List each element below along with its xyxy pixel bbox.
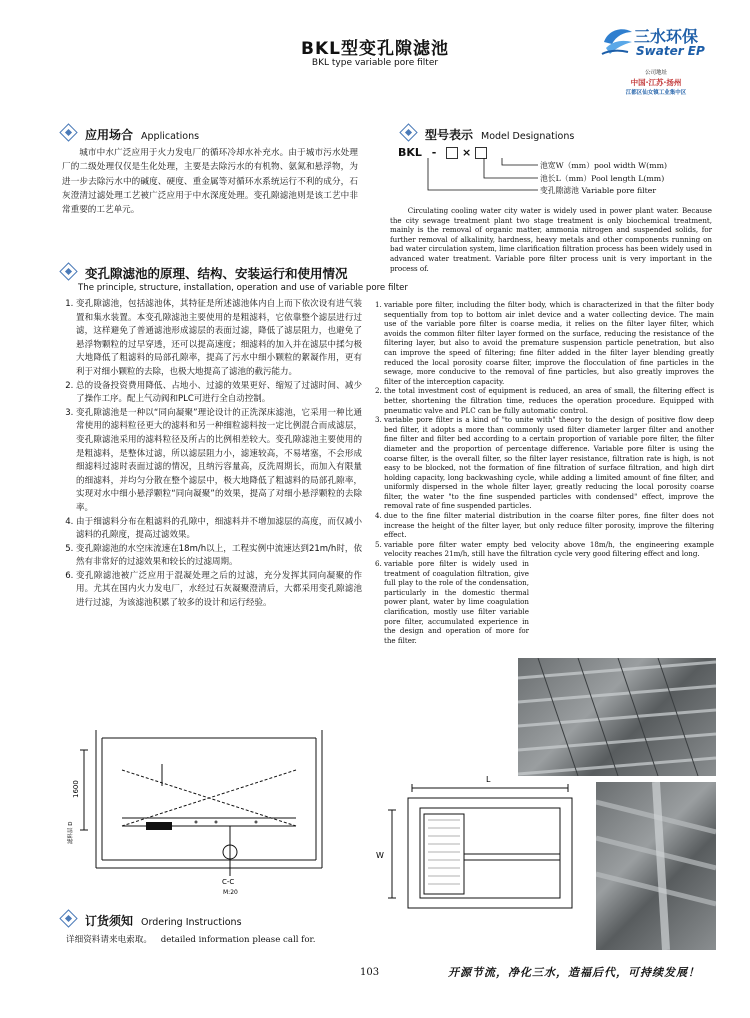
principle-item-cn: 5. 变孔隙滤池的水空床流速在18m/h以上，工程实例中流速达到21m/h时，依然有非常好的过滤效果和较长的过滤周期。 xyxy=(76,543,362,570)
principle-item-en: 1. variable pore filter, including the filter body, which is characterized in that the filter body sequentially from top to bottom air inlet device and a water collecting device. The main use of the variable pore filter is coarse media, it relies on the filter layer filter, which avoids the common filter filter layer formed on the surface, reducing the resistance of the filtering layer, but also to avoid the premature suspension particle penetration, but also can improve the speed of filtering; fine filter added in the filter layer blending greatly reduced the local porosity coarse filter, improve the flocculation of fine particles in the sewage, more conducive to the removal of fine particles, but also greatly improves the filter of the interception capacity. xyxy=(384,300,714,386)
page-subtitle: BKL type variable pore filter xyxy=(311,58,439,68)
model-prefix: BKL xyxy=(398,146,422,159)
principle-item-cn: 4. 由于细滤料分布在粗滤料的孔隙中，细滤料并不增加滤层的高度，而仅减小滤料的孔隙度，提高过滤效果。 xyxy=(76,516,362,543)
principle-item-cn: 3. 变孔隙滤池是一种以“同向凝聚”理论设计的正洗深床滤池，它采用一种比通常使用的滤料粒径更大的滤料和另一种细粒滤料按一定比例混合而成滤层，变孔隙滤池采用的滤料粒径及所占的比例相差较大。变孔隙滤池主要使用的是粗滤料，是整体过滤，所以滤层阻力小，滤速较高，不易堵塞，不会形成细滤料过滤时表面过滤的情况，且纳污容量高，反洗周期长，而加入有限量的细滤料，并均匀分散在整个滤层中，极大地降低了粗滤料的局部孔隙率，实现对水中细小悬浮颗粒“同向凝聚”的效果，提高了对细小悬浮颗粒的去除率。 xyxy=(76,407,362,516)
model-heading-cn: 型号表示 xyxy=(425,128,474,142)
principle-item-en: 4. due to the fine filter material distribution in the coarse filter pores, fine filter does not increase the height of the filter layer, but only reduce filter porosity, improve the filtering effect. xyxy=(384,511,714,540)
pipe-assembly-photo-detail xyxy=(596,782,716,950)
applications-text: 城市中水广泛应用于火力发电厂的循环冷却水补充水。由于城市污水处理厂的二级处理仅仅是生化处理，主要是去除污水的有机物、氨氮和悬浮物，为进一步去除污水中的碱度、硬度、重金属等对循环水系统运行不利的成分，石灰澄清过滤处理工艺被广泛应用于中水深度处理。变孔隙滤池则是该工艺中非常重要的工艺单元。 xyxy=(62,148,358,216)
model-legend-length: 池长L（mm）Pool length L(mm) xyxy=(540,173,665,183)
pipe-assembly-photo xyxy=(596,782,716,950)
ordering-text xyxy=(66,933,315,945)
scale-label: M:20 xyxy=(223,889,238,896)
model-leader-lines xyxy=(420,154,540,196)
diamond-bullet-icon xyxy=(59,909,77,927)
principle-item-en: 3. variable pore filter is a kind of "to unite with" theory to the design of positive flow deep bed filter, it adopts a more than commonly used filter diameter larger filter and another fine filter and filter bed according to a certain proportion of variable pore filter, the filter diameter and the proportion of percentage difference. Variable pore filter is using the coarse filter, is the overall filter, so the filter layer resistance, filtration rate is high, is not easy to be blocked, not the formation of fine filtration of surface filtration, and high dirt holding capacity, long backwashing cycle, while adding a limited amount of fine filter, and uniformly dispersed in the whole filter layer, greatly reducing the local porosity coarse filter, the water "to the fine suspended particles with condensed" effect, improve the removal rate of fine suspended particles. xyxy=(384,415,714,511)
applications-heading-en: Applications xyxy=(141,131,200,142)
logo-address-line2: 江都区仙女镇工业集中区 xyxy=(625,90,687,96)
footer-slogan: 开源节流，净化三水，造福后代，可持续发展！ xyxy=(448,966,700,979)
ordering-heading-cn: 订货须知 xyxy=(85,914,134,928)
plan-length-label: L xyxy=(486,775,491,784)
filter-layer-label: 滤料层 D xyxy=(68,821,74,844)
model-heading xyxy=(402,126,574,143)
height-label: 1600 xyxy=(72,780,80,798)
diamond-bullet-icon xyxy=(59,123,77,141)
logo-address-line1: 中国·江苏·扬州 xyxy=(630,78,682,87)
principle-item-en: 6. variable pore filter is widely used in treatment of coagulation filtration, give full play to the role of the condensation, particularly in the domestic thermal power plant, water by lime coagulation clarification, mostly use filter variable pore filter, accumulated experience in the design and operation of more for the filter. xyxy=(384,559,529,645)
principle-heading xyxy=(62,264,348,282)
page-title: BKL型变孔隙滤池 xyxy=(301,39,449,59)
principle-heading-cn: 变孔隙滤池的原理、结构、安装运行和使用情况 xyxy=(85,266,348,281)
logo-address-label: 公司地址 xyxy=(644,70,667,76)
model-legend xyxy=(540,160,667,198)
principle-item-en: 2. the total investment cost of equipment is reduced, an area of small, the filtering effect is better, shortening the filtration time, reduces the operation procedure. Equipped with pneumatic valve and PLC can be fully automatic control. xyxy=(384,386,714,415)
page-number: 103 xyxy=(360,967,380,978)
principle-list-cn xyxy=(64,298,362,611)
section-drawing xyxy=(66,730,340,900)
principle-item-cn: 6. 变孔隙滤池被广泛应用于混凝处理之后的过滤，充分发挥其同向凝聚的作用。尤其在国内火力发电厂，水经过石灰凝聚澄清后，大都采用变孔隙滤池进行过滤，为该滤池积累了较多的设计和运行经验。 xyxy=(76,570,362,611)
logo-name-cn: 三水环保 xyxy=(634,27,699,46)
model-heading-en: Model Designations xyxy=(481,131,575,142)
model-description: Circulating cooling water city water is widely used in power plant water. Because the city sewage treatment plant two stage treatment is only biochemical treatment, mainly is the removal of organic matter, ammonia nitrogen and suspended solids, for further removal of alkalinity, hardness, heavy metals and other components running on bad water circulation system, lime clarification filtration process has been widely used in advanced water treatment. Variable pore filter process unit is very important in the process of. xyxy=(390,206,712,273)
filter-nozzle-photo-detail xyxy=(518,658,716,776)
principle-heading-en: The principle, structure, installation, operation and use of variable pore filter xyxy=(78,283,408,293)
logo-name-en: Swater EP xyxy=(636,44,705,58)
model-legend-width: 池宽W（mm）pool width W(mm) xyxy=(540,161,668,170)
plan-drawing xyxy=(368,770,590,920)
filter-nozzle-photo xyxy=(518,658,716,776)
logo-mark-icon xyxy=(600,24,636,58)
company-logo xyxy=(596,22,716,110)
section-label: C-C xyxy=(222,878,235,886)
applications-heading xyxy=(62,126,199,143)
ordering-heading-en: Ordering Instructions xyxy=(141,917,242,928)
ordering-text-en: detailed information please call for. xyxy=(160,935,316,945)
ordering-heading xyxy=(62,912,242,929)
principle-item-cn: 2. 总的设备投资费用降低、占地小、过滤的效果更好、缩短了过滤时间、减少了操作工序。配上气动阀和PLC可进行全自动控制。 xyxy=(76,380,362,407)
ordering-text-cn: 详细资料请来电索取。 xyxy=(66,935,152,945)
principle-item-cn: 1. 变孔隙滤池，包括滤池体，其特征是所述滤池体内自上而下依次设有进气装置和集水装置。本变孔隙滤池主要使用的是粗滤料，它依靠整个滤层进行过滤，这样避免了普通滤池形成滤层的表面过滤，降低了滤层阻力，也避免了悬浮物颗粒的过早穿透，还可以提高速度；细滤料的加入并在滤层中揉匀极大地降低了粗滤料的局部孔隙率，提高了污水中细小颗粒的絮凝作用，更有利于对细小颗粒的去除，也极大地提高了滤池的截污能力。 xyxy=(76,298,362,380)
model-times: × xyxy=(462,146,472,159)
principle-list-en xyxy=(370,300,714,645)
applications-heading-cn: 应用场合 xyxy=(85,128,134,142)
plan-width-label: W xyxy=(376,851,384,860)
principle-item-en: 5. variable pore filter water empty bed velocity above 18m/h, the engineering example velocity reaches 21m/h, still have the filtration cycle very good filtering effect and long. xyxy=(384,540,714,559)
model-legend-type: 变孔隙滤池 Variable pore filter xyxy=(540,186,657,196)
model-dash: - xyxy=(431,146,437,159)
diamond-bullet-icon xyxy=(59,262,77,280)
diamond-bullet-icon xyxy=(399,123,417,141)
